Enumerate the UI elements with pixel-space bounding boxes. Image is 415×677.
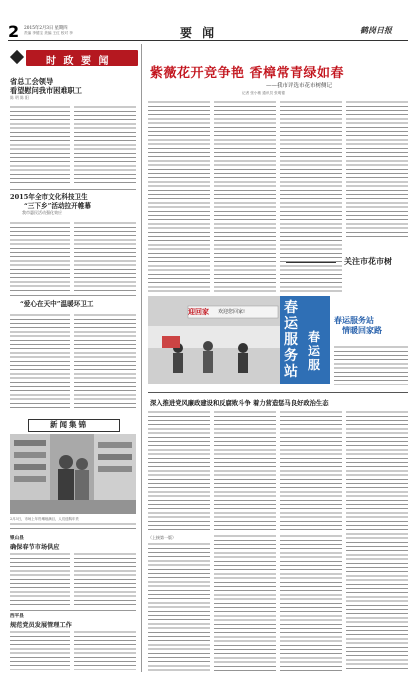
brief2-title: 规范党员发展管理工作	[10, 622, 72, 629]
market-photo-caption: 2月3日，市场上年货琳琅满目，人们选购年货	[10, 517, 79, 521]
bottom-col-3b	[280, 534, 342, 672]
story1-title	[10, 77, 138, 101]
market-photo	[10, 434, 136, 514]
main-divider	[148, 392, 408, 393]
bottom-col-2b	[214, 534, 276, 672]
page-number: 2	[8, 22, 20, 41]
story2-title	[10, 193, 138, 216]
photo-caption-body	[334, 345, 408, 385]
news-digest-label: 新闻集锦	[50, 420, 88, 429]
photo-caption-line2: 情暖回家路	[342, 325, 382, 335]
left-divider-2	[10, 295, 136, 296]
brief1-title: 确保春节市场供应	[10, 544, 60, 551]
story1-title-line1: 省总工会领导	[10, 77, 54, 86]
bottom-col-1b	[148, 542, 210, 672]
editor-line: 责编 李德宝 美编 王红 校对 李	[24, 31, 73, 35]
brief2-body-b	[74, 630, 136, 670]
story2-subtitle: 我市惠民活动强化效应	[22, 210, 62, 215]
photo-caption-line1: 春运服务站	[334, 315, 374, 325]
story2-title-line2: “三下乡”活动拉开帷幕	[24, 201, 91, 210]
feature-col-4	[346, 100, 408, 240]
photo-vertical-sign: 春运服务站	[284, 300, 298, 380]
main-byline: 记者 张小敏 通讯员 张明德	[242, 91, 285, 95]
brief1-kicker: 银山县	[10, 536, 24, 541]
column-head-rule	[286, 262, 336, 263]
story1-body-a	[10, 105, 70, 185]
news-digest-banner	[10, 419, 136, 431]
section-title: 要 闻	[180, 26, 218, 40]
story1-byline: 陈 明 陈 阳	[10, 95, 29, 100]
left-divider-1	[10, 189, 136, 190]
brief2-body-a	[10, 630, 70, 670]
story3-title: “爱心在天中”温暖环卫工	[20, 300, 94, 308]
newspaper-brand: 鹤岗日报	[360, 25, 392, 35]
story2-body-b	[74, 221, 136, 291]
feature-col-2	[214, 100, 276, 292]
bottom-col-4	[346, 410, 408, 672]
story2-title-line1: 2015年全市文化科技卫生	[10, 193, 88, 201]
column-divider	[141, 44, 142, 672]
politics-banner	[26, 50, 138, 66]
feature-col-1	[148, 100, 210, 292]
issue-date: 2015年2月3日 星期四	[24, 26, 68, 31]
bottom-col-2	[214, 410, 276, 530]
bottom-col-3	[280, 410, 342, 530]
main-subheadline: ——我市评选市花市树侧记	[266, 83, 333, 89]
left-divider-3	[10, 610, 136, 611]
page-header	[8, 22, 408, 41]
photo-vertical-sign-2: 春运服	[308, 330, 321, 372]
left-column	[8, 43, 138, 673]
bottom-col-1	[148, 410, 210, 530]
feature-col-3	[280, 100, 342, 292]
story3-body-b	[74, 313, 136, 409]
story1-title-line2: 看望慰问我市困难职工	[10, 86, 82, 95]
photo-banner-text-1: 迎回家	[188, 307, 209, 316]
bottom-headline: 深入推进党风廉政建设和反腐败斗争 着力营造惩马良好政治生态	[150, 400, 329, 407]
column-head	[346, 250, 408, 276]
story1-body-b	[74, 105, 136, 185]
story3-body-a	[10, 313, 70, 409]
main-headline: 紫薇花开竞争艳 香樟常青绿如春	[150, 66, 345, 81]
photo-banner-text-2: 欢迎您回家!	[218, 309, 246, 315]
column-head-text: 关注市花市树	[344, 256, 392, 266]
market-caption-lines	[10, 522, 136, 530]
photo-caption-title	[334, 315, 408, 335]
brief2-kicker: 西平县	[10, 614, 24, 619]
bottom-kicker: （上接第一版）	[148, 535, 176, 540]
brief1-body-b	[74, 552, 136, 608]
spring-festival-photo	[148, 296, 330, 384]
banner-diamond-icon	[10, 50, 24, 64]
header-rule	[8, 40, 408, 41]
story2-body-a	[10, 221, 70, 291]
politics-banner-label: 时 政 要 闻	[46, 56, 111, 67]
brief1-body-a	[10, 552, 70, 608]
